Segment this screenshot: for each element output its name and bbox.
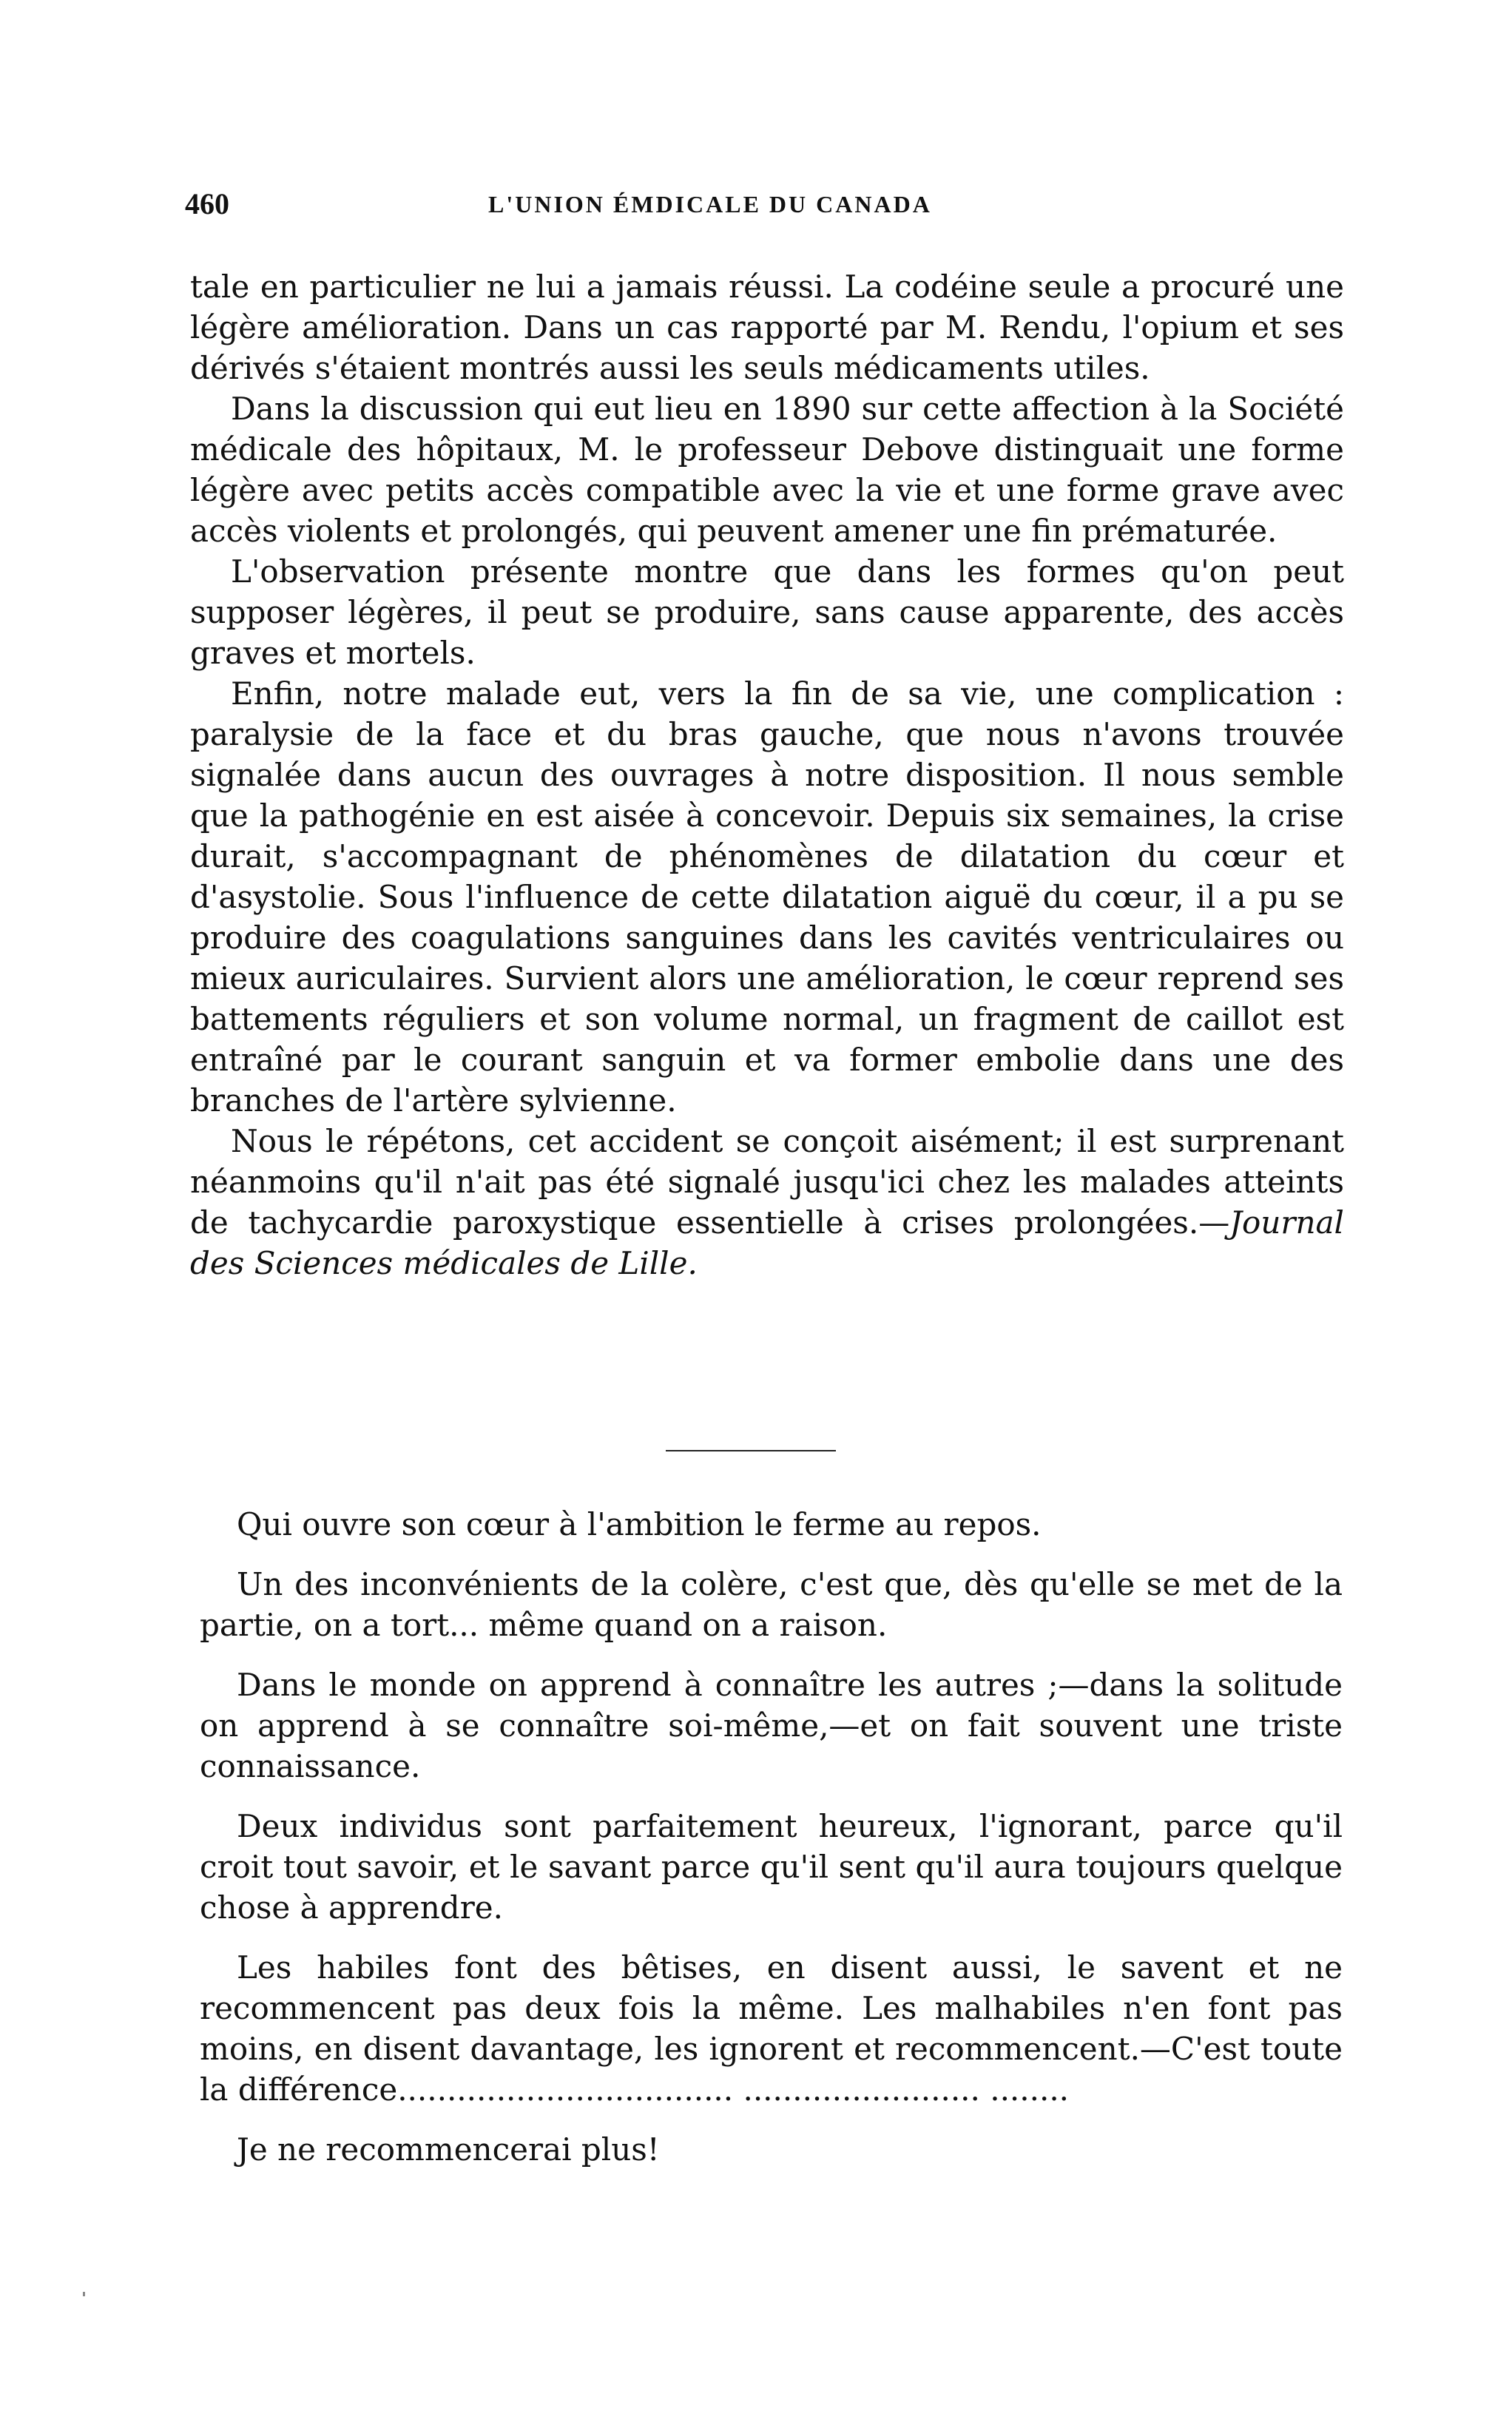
maxim: Dans le monde on apprend à connaître les autres ;—dans la solitude on apprend à se connaître soi-même,—et on fait souvent une triste connaissance. — [200, 1667, 1343, 1784]
maxim: Un des inconvénients de la colère, c'est que, dès qu'elle se met de la partie, on a tort... même quand on a raison. — [200, 1566, 1343, 1643]
article-body — [190, 266, 1344, 1284]
article-paragraph: L'observation présente montre que dans les formes qu'on peut supposer légères, il peut se produire, sans cause apparente, des accès graves et mortels. — [190, 553, 1344, 671]
maxim: Qui ouvre son cœur à l'ambition le ferme au repos. — [237, 1506, 1042, 1542]
journal-title: L'UNION ÉMDICALE DU CANADA — [488, 191, 932, 217]
running-header — [185, 186, 1346, 231]
article-paragraph: tale en particulier ne lui a jamais réussi. La codéine seule a procuré une légère amélioration. Dans un cas rapporté par M. Rendu, l'opium et ses dérivés s'étaient montrés aussi les seuls médicaments utiles. — [190, 269, 1344, 386]
maxims-section — [200, 1504, 1343, 2189]
article-paragraph: Enfin, notre malade eut, vers la fin de sa vie, une complication : paralysie de la face et du bras gauche, que nous n'avons trouvée signalée dans aucun des ouvrages à notre disposition. Il nous semble que la pathogénie en est aisée à concevoir. Depuis six semaines, la crise durait, s'accompagnant de phénomènes de dilatation du cœur et d'asystolie. Sous l'influence de cette dilatation aiguë du cœur, il a pu se produire des coagulations sanguines dans les cavités ventriculaires ou mieux auriculaires. Survient alors une amélioration, le cœur reprend ses battements réguliers et son volume normal, un fragment de caillot est entraîné par le courant sanguin et va former embolie dans une des branches de l'artère sylvienne. — [190, 675, 1344, 1119]
article-paragraph-text: Nous le répétons, cet accident se conçoit aisément; il est surprenant néanmoins qu'il n'ait pas été signalé jusqu'ici chez les malades atteints de tachycardie paroxystique essentielle à crises prolongées.— — [190, 1123, 1344, 1241]
section-divider — [666, 1450, 836, 1451]
article-paragraph-last — [190, 1121, 1344, 1284]
maxim: Je ne recommencerai plus! — [237, 2131, 660, 2168]
page-number: 460 — [185, 187, 229, 220]
maxim: Deux individus sont parfaitement heureux, l'ignorant, parce qu'il croit tout savoir, et le savant parce qu'il sent qu'il aura toujours quelque chose à apprendre. — [200, 1808, 1343, 1926]
article-paragraph: Dans la discussion qui eut lieu en 1890 sur cette affection à la Société médicale des hôpitaux, M. le professeur Debove distinguait une forme légère avec petits accès compatible avec la vie et une forme grave avec accès violents et prolongés, qui peuvent amener une fin prématurée. — [190, 391, 1344, 549]
source-citation: Journal des Sciences médicales de Lille. — [190, 1204, 1344, 1281]
maxim: Les habiles font des bêtises, en disent aussi, le savent et ne recommencent pas deux fois la même. Les malhabiles n'en font pas moins, en disent davantage, les ignorent et recommencent.—C'est toute la différence.................................. ........................ ........ — [200, 1949, 1343, 2108]
scan-speck — [83, 2292, 85, 2296]
